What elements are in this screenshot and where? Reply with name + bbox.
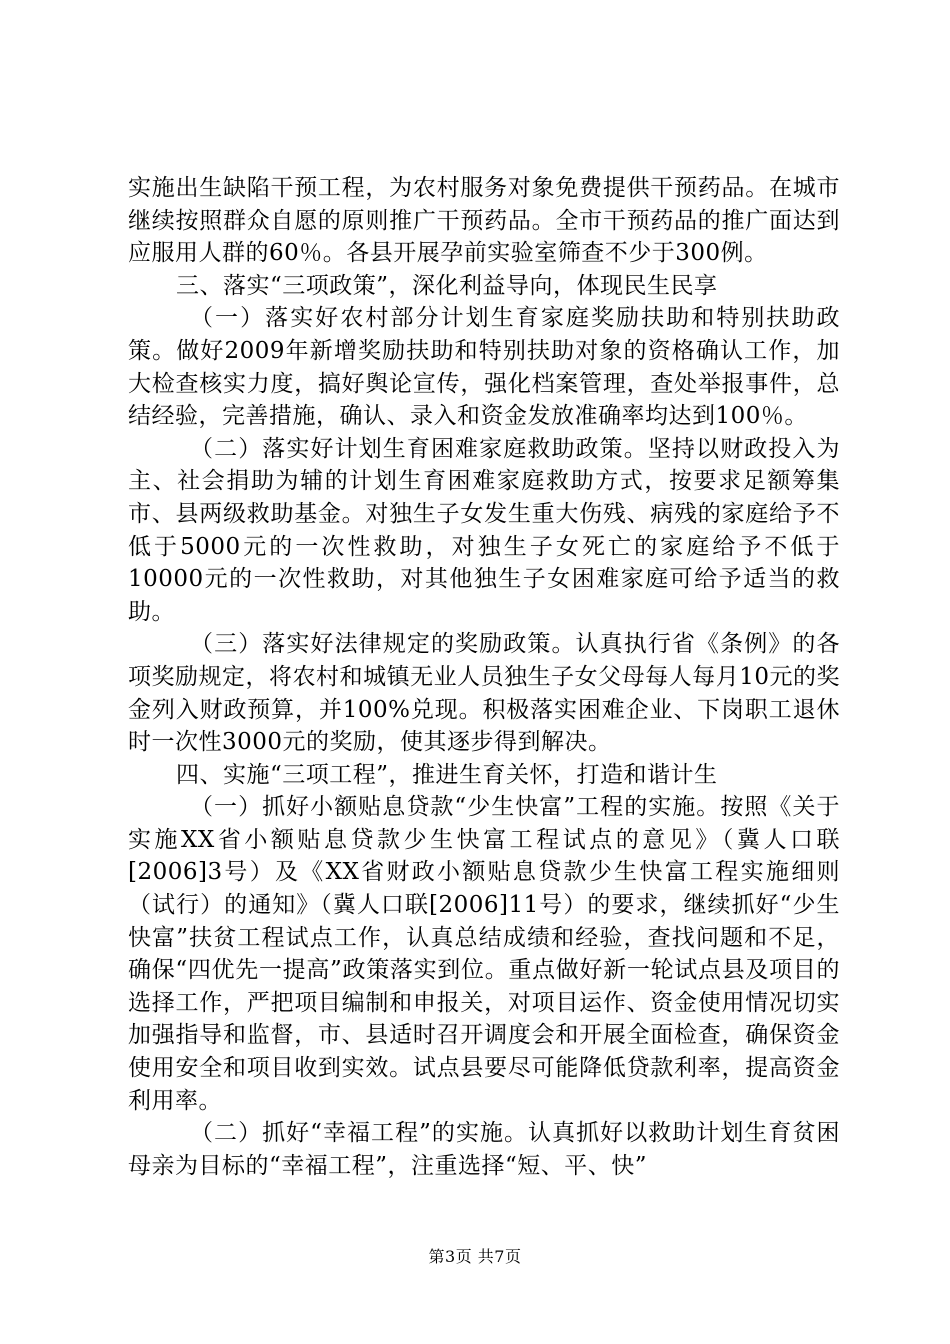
section-heading-four: 四、实施“三项工程”，推进生育关怀，打造和谐计生 xyxy=(176,761,718,788)
paragraph-project-one: （一）抓好小额贴息贷款“少生快富”工程的实施。按照《关于实施XX省小额贴息贷款少生快富工程试点的意见》（冀人口联[2006]3号）及《XX省财政小额贴息贷款少生快富工程实施细则（试行）的通知》（冀人口联[2006]11号）的要求，继续抓好“少生快富”扶贫工程试点工作，认真总结成绩和经验，查找问题和不足，确保“四优先一提高”政策落实到位。重点做好新一轮试点县及项目的选择工作，严把项目编制和申报关，对项目运作、资金使用情况切实加强指导和监督，市、县适时召开调度会和开展全面检查，确保资金使用安全和项目收到实效。试点县要尽可能降低贷款利率，提高资金利用率。 xyxy=(128,794,840,1114)
section-heading-three: 三、落实“三项政策”，深化利益导向，体现民生民享 xyxy=(176,272,718,299)
paragraph-continuation: 实施出生缺陷干预工程，为农村服务对象免费提供干预药品。在城市继续按照群众自愿的原则推广干预药品。全市干预药品的推广面达到应服用人群的60％。各县开展孕前实验室筛查不少于300例。 xyxy=(128,175,840,267)
paragraph-policy-one: （一）落实好农村部分计划生育家庭奖励扶助和特别扶助政策。做好2009年新增奖励扶助和特别扶助对象的资格确认工作，加大检查核实力度，搞好舆论宣传，强化档案管理，查处举报事件，总结经验，完善措施，确认、录入和资金发放准确率均达到100％。 xyxy=(128,305,840,430)
document-body xyxy=(128,172,840,1182)
page-number-footer: 第3页 共7页 xyxy=(428,1247,522,1266)
paragraph-project-two: （二）抓好“幸福工程”的实施。认真抓好以救助计划生育贫困母亲为目标的“幸福工程”，注重选择“短、平、快” xyxy=(128,1120,840,1179)
paragraph-policy-two: （二）落实好计划生育困难家庭救助政策。坚持以财政投入为主、社会捐助为辅的计划生育困难家庭救助方式，按要求足额筹集市、县两级救助基金。对独生子女发生重大伤残、病残的家庭给予不低于5000元的一次性救助，对独生子女死亡的家庭给予不低于10000元的一次性救助，对其他独生子女困难家庭可给予适当的救助。 xyxy=(128,435,840,625)
paragraph-policy-three: （三）落实好法律规定的奖励政策。认真执行省《条例》的各项奖励规定，将农村和城镇无业人员独生子女父母每人每月10元的奖金列入财政预算，并100%兑现。积极落实困难企业、下岗职工退休时一次性3000元的奖励，使其逐步得到解决。 xyxy=(128,631,840,756)
